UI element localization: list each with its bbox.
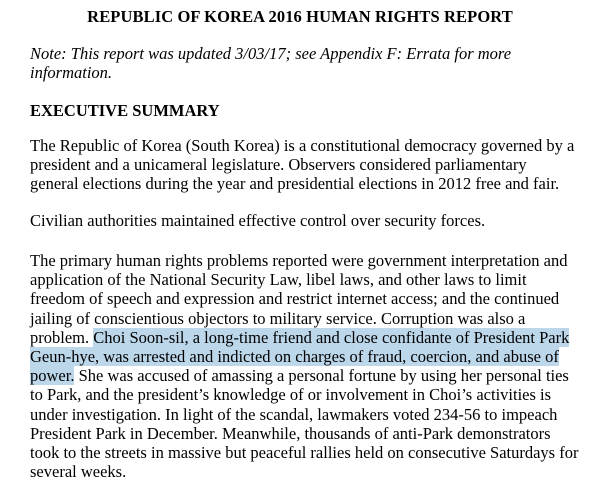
paragraph-line: to Park, and the president’s knowledge of or involvement in Choi’s activities is [30, 385, 552, 405]
note-line: Note: This report was updated 3/03/17; see Appendix F: Errata for more [30, 44, 512, 63]
paragraph-government [30, 136, 590, 194]
highlighted-text[interactable]: power. [30, 366, 75, 386]
paragraph-line: The primary human rights problems reported were government interpretation and [30, 251, 568, 270]
paragraph-line: application of the National Security Law, libel laws, and other laws to limit [30, 270, 527, 290]
paragraph-line: took to the streets in massive but peaceful rallies held on consecutive Saturdays for [30, 443, 579, 463]
highlighted-text[interactable]: Geun-hye, was arrested and indicted on charges of fraud, coercion, and abuse of [30, 347, 559, 367]
paragraph-line: jailing of conscientious objectors to military service. Corruption was also a [30, 308, 526, 328]
paragraph-line: under investigation. In light of the scandal, lawmakers voted 234-56 to impeach [30, 404, 558, 424]
paragraph-line: freedom of speech and expression and restrict internet access; and the continued [30, 289, 560, 309]
section-heading: EXECUTIVE SUMMARY [30, 101, 220, 120]
paragraph-line: president and a unicameral legislature. Observers considered parliamentary [30, 155, 527, 175]
highlighted-text[interactable]: Choi Soon-sil, a long-time friend and close confidante of President Park [93, 327, 570, 347]
paragraph-line: The Republic of Korea (South Korea) is a constitutional democracy governed by a [30, 136, 575, 155]
paragraph-line: Civilian authorities maintained effective control over security forces. [30, 211, 486, 230]
paragraph-line: President Park in December. Meanwhile, thousands of anti-Park demonstrators [30, 423, 551, 443]
plain-text: She was accused of amassing a personal fortune by using her personal ties [74, 366, 569, 386]
paragraph-line [30, 347, 590, 366]
paragraph-line [30, 328, 590, 347]
paragraph-line: several weeks. [30, 462, 127, 482]
note-line: information. [30, 63, 113, 82]
update-note [30, 44, 590, 82]
plain-text: problem. [30, 327, 94, 347]
paragraph-security-forces [30, 211, 590, 230]
paragraph-line [30, 366, 590, 385]
document-title: REPUBLIC OF KOREA 2016 HUMAN RIGHTS REPORT [87, 7, 513, 26]
paragraph-human-rights-problems [30, 251, 590, 481]
paragraph-line: general elections during the year and presidential elections in 2012 free and fair. [30, 174, 560, 194]
